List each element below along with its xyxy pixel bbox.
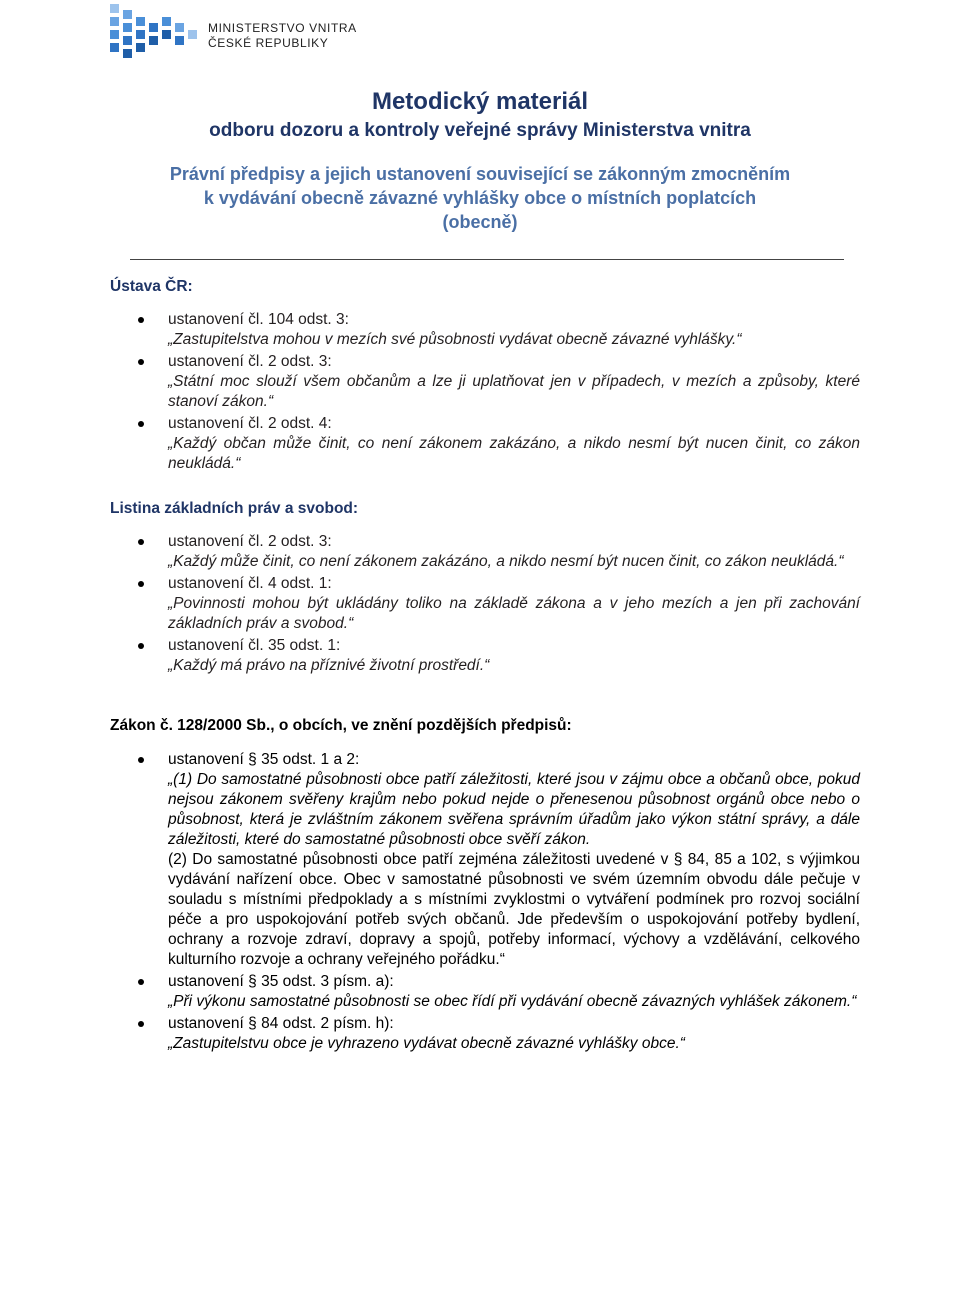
title-line-2: odboru dozoru a kontroly veřejné správy Ministerstva vnitra bbox=[209, 120, 751, 141]
bullet-icon bbox=[138, 581, 144, 587]
provision-quote: „Zastupitelstvu obce je vyhrazeno vydávat obecně závazné vyhlášky obce.“ bbox=[168, 1035, 685, 1052]
provision-reference: ustanovení § 84 odst. 2 písm. h): bbox=[168, 1015, 394, 1032]
provision-reference: ustanovení čl. 2 odst. 3: bbox=[168, 533, 332, 550]
provision-reference: ustanovení § 35 odst. 3 písm. a): bbox=[168, 973, 394, 990]
list-item bbox=[110, 636, 860, 676]
ministry-logo-text bbox=[208, 21, 357, 51]
section-zakon-o-obcich bbox=[110, 716, 860, 1056]
subtitle-line-1: Právní předpisy a jejich ustanovení související se zákonným zmocněním bbox=[169, 164, 791, 184]
provision-quote: „Při výkonu samostatné působnosti se obec řídí při vydávání obecně závazných vyhlášek zákonem.“ bbox=[168, 993, 857, 1010]
list-item bbox=[110, 414, 860, 474]
provision-reference: ustanovení čl. 35 odst. 1: bbox=[168, 637, 341, 654]
list-item bbox=[110, 310, 860, 350]
list-item bbox=[110, 574, 860, 634]
bullet-icon bbox=[138, 1021, 144, 1027]
logo-line-2: ČESKÉ REPUBLIKY bbox=[208, 36, 329, 50]
title-line-1: Metodický materiál bbox=[371, 88, 589, 115]
provision-quote: „Každý má právo na příznivé životní prostředí.“ bbox=[168, 657, 490, 674]
section-ustava bbox=[110, 277, 860, 476]
provision-reference: ustanovení čl. 2 odst. 4: bbox=[168, 415, 332, 432]
bullet-icon bbox=[138, 979, 144, 985]
document-subtitle bbox=[80, 162, 880, 234]
provision-quote: „Každý může činit, co není zákonem zakázáno, a nikdo nesmí být nucen činit, co zákon neukládá.“ bbox=[168, 553, 844, 570]
bullet-icon bbox=[138, 359, 144, 365]
bullet-icon bbox=[138, 317, 144, 323]
list-item bbox=[110, 1014, 860, 1054]
document-title bbox=[80, 86, 880, 144]
section-heading: Ústava ČR: bbox=[110, 278, 193, 295]
logo-line-1: MINISTERSTVO VNITRA bbox=[208, 21, 357, 35]
subtitle-line-3: (obecně) bbox=[442, 212, 518, 232]
provision-reference: ustanovení § 35 odst. 1 a 2: bbox=[168, 751, 360, 768]
section-listina bbox=[110, 499, 860, 678]
section-heading: Listina základních práv a svobod: bbox=[110, 500, 359, 517]
section-heading: Zákon č. 128/2000 Sb., o obcích, ve znění pozdějších předpisů: bbox=[110, 717, 572, 734]
subtitle-line-2: k vydávání obecně závazné vyhlášky obce o místních poplatcích bbox=[203, 188, 757, 208]
bullet-icon bbox=[138, 643, 144, 649]
list-item bbox=[110, 750, 860, 970]
list-item bbox=[110, 972, 860, 1012]
bullet-icon bbox=[138, 421, 144, 427]
divider-rule bbox=[130, 259, 844, 260]
bullet-icon bbox=[138, 757, 144, 763]
provision-quote: „(1) Do samostatné působnosti obce patří záležitosti, které jsou v zájmu obce a občanů obce, pokud nejsou zákonem svěřeny krajům nebo pokud nejde o přenesenou působnost orgánů obce nebo o působnost, která je zvláštním zákonem svěřena správním úřadům jako výkon státní správy, a dále záležitosti, které do samostatné působnosti obce svěří zákon. bbox=[168, 771, 860, 848]
provision-reference: ustanovení čl. 4 odst. 1: bbox=[168, 575, 332, 592]
ministry-logo bbox=[106, 0, 357, 66]
provision-reference: ustanovení čl. 2 odst. 3: bbox=[168, 353, 332, 370]
provision-paragraph: (2) Do samostatné působnosti obce patří zejména záležitosti uvedené v § 84, 85 a 102, s výjimkou vydávání nařízení obce. Obec v samostatné působnosti ve svém územním obvodu dále pečuje v souladu s místními předpoklady a s místními zvyklostmi o vytváření podmínek pro rozvoj sociální péče a pro uspokojování potřeb svých občanů. Jde především o uspokojování potřeby bydlení, ochrany a rozvoje zdraví, dopravy a spojů, potřeby informací, výchovy a vzdělávání, celkového kulturního rozvoje a ochrany veřejného pořádku.“ bbox=[168, 851, 860, 968]
provision-quote: „Zastupitelstva mohou v mezích své působnosti vydávat obecně závazné vyhlášky.“ bbox=[168, 331, 742, 348]
provision-quote: „Každý občan může činit, co není zákonem zakázáno, a nikdo nesmí být nucen činit, co zákon neukládá.“ bbox=[168, 435, 860, 472]
list-item bbox=[110, 532, 860, 572]
list-item bbox=[110, 352, 860, 412]
provision-reference: ustanovení čl. 104 odst. 3: bbox=[168, 311, 349, 328]
ministry-logo-dots-icon bbox=[106, 0, 206, 66]
provision-quote: „Státní moc slouží všem občanům a lze ji uplatňovat jen v případech, v mezích a způsoby, které stanoví zákon.“ bbox=[168, 373, 860, 410]
bullet-icon bbox=[138, 539, 144, 545]
provision-quote: „Povinnosti mohou být ukládány toliko na základě zákona a v jeho mezích a jen při zachování základních práv a svobod.“ bbox=[168, 595, 860, 632]
